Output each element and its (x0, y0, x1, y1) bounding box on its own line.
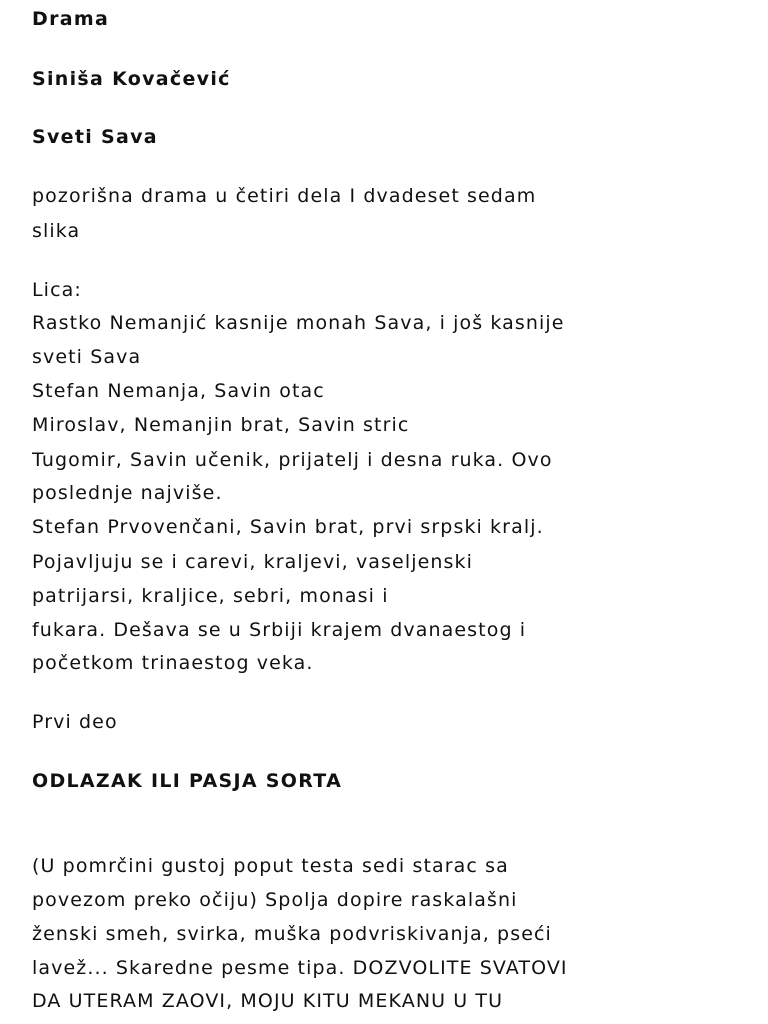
body-line: ženski smeh, svirka, muška podvriskivanja, pseći (32, 923, 552, 945)
genre-heading: Drama (32, 8, 110, 30)
body-line: (U pomrčini gustoj poput testa sedi starac sa (32, 855, 509, 877)
body-line: DA UTERAM ZAOVI, MOJU KITU MEKANU U TU (32, 990, 504, 1012)
cast-line: Rastko Nemanjić kasnije monah Sava, i još kasnije (32, 312, 565, 334)
cast-line: početkom trinaestog veka. (32, 652, 314, 674)
subtitle-line: slika (32, 220, 81, 242)
cast-line: Miroslav, Nemanjin brat, Savin stric (32, 414, 410, 436)
subtitle-line: pozorišna drama u četiri dela I dvadeset sedam (32, 185, 537, 207)
body-line: povezom preko očiju) Spolja dopire raskalašni (32, 889, 518, 911)
cast-line: patrijarsi, kraljice, sebri, monasi i (32, 585, 389, 607)
cast-line: fukara. Dešava se u Srbiji krajem dvanaestog i (32, 619, 527, 641)
cast-heading: Lica: (32, 279, 82, 301)
part-title: ODLAZAK ILI PASJA SORTA (32, 770, 343, 792)
title-heading: Sveti Sava (32, 126, 158, 148)
author-heading: Siniša Kovačević (32, 68, 231, 90)
cast-line: sveti Sava (32, 346, 142, 368)
cast-line: Stefan Prvovenčani, Savin brat, prvi srpski kralj. (32, 516, 544, 538)
cast-line: Tugomir, Savin učenik, prijatelj i desna ruka. Ovo (32, 449, 553, 471)
body-line: lavež... Skaredne pesme tipa. DOZVOLITE SVATOVI (32, 957, 568, 979)
cast-line: poslednje najviše. (32, 482, 223, 504)
cast-line: Stefan Nemanja, Savin otac (32, 380, 325, 402)
part-label: Prvi deo (32, 711, 118, 733)
cast-line: Pojavljuju se i carevi, kraljevi, vaseljenski (32, 551, 474, 573)
